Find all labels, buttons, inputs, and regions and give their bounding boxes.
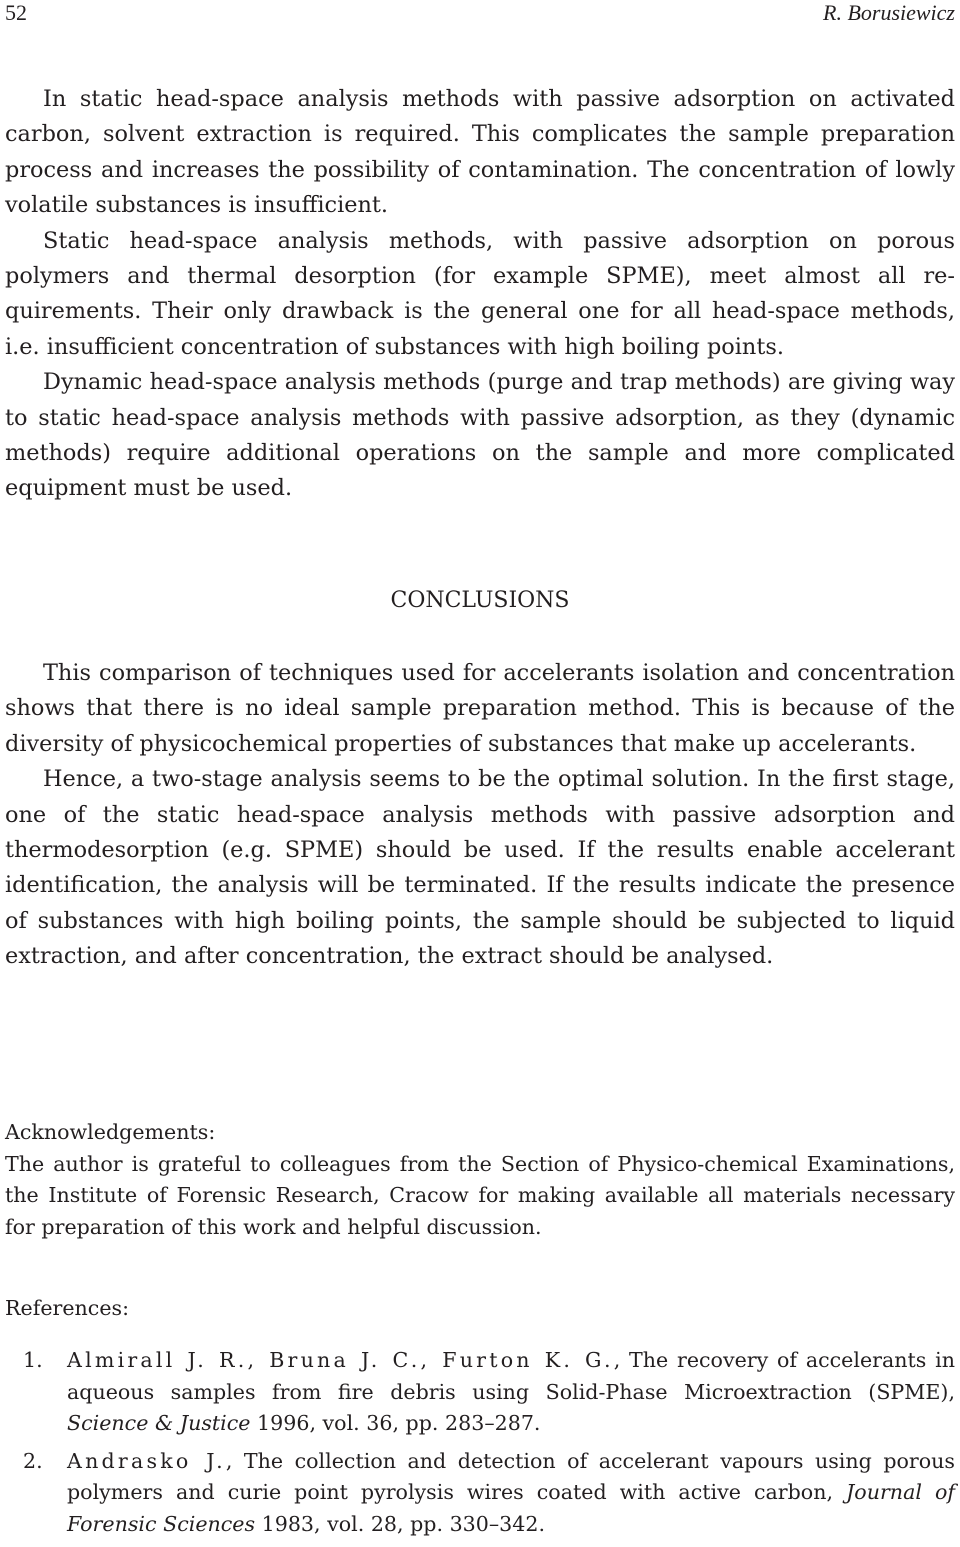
acknowledgements-text: The author is grateful to colleagues from the Section of Physico-chemical Examinations, the Institute of Forensic Research, Cracow for making available all materials necessary for preparation of this work and helpful discussion. xyxy=(5,1151,955,1239)
acknowledgements-section xyxy=(5,1117,955,1243)
reference-title: , The recovery of accelerants in aqueous samples from fire debris using Solid-Phase Microextraction (SPME), xyxy=(67,1348,955,1404)
conclusions-section xyxy=(5,656,955,975)
acknowledgements-label: Acknowledgements: xyxy=(5,1120,216,1144)
paragraph-static-porous-polymers: Static head-space analysis methods, with passive adsorption on porous polymers and thermal desorption (for example SPME), meet almost all requirements. Their only drawback is the general one for all head-space methods, i.e. insufficient concentration of substances with high boiling points. xyxy=(5,227,955,360)
reference-title: , The collection and detection of accelerant vapours using porous polymers and curie point pyrolysis wires coated with active carbon, xyxy=(67,1448,955,1505)
reference-details: 1983, vol. 28, pp. 330–342. xyxy=(255,1511,546,1536)
page-number: 52 xyxy=(5,0,27,25)
reference-authors: Andrasko J. xyxy=(67,1448,226,1473)
references-section-label xyxy=(5,1293,955,1325)
conclusions-paragraph-2: Hence, a two-stage analysis seems to be the optimal solution. In the first stage, one of the static head-space analysis methods with passive adsorption and thermodesorption (e.g. SPME) should be used. If the results enable accelerant identification, the analysis will be terminated. If the results indicate the presence of substances with high boiling points, the sample should be subjected to liquid extraction, and after concentration, the extract should be analysed. xyxy=(5,766,955,970)
reference-number: 1. xyxy=(23,1348,43,1372)
paragraph-dynamic-methods: Dynamic head-space analysis methods (purge and trap methods) are giving way to static head-space analysis methods with passive adsorption, as they (dynamic methods) require additional operations on the sample and more complicated equipment must be used. xyxy=(5,369,955,502)
paragraph-static-activated-carbon: In static head-space analysis methods with passive adsorption on activated carbon, solvent extraction is required. This complicates the sample preparation process and increases the possibility of contamination. The concentration of lowly volatile substances is insufficient. xyxy=(5,86,955,219)
reference-details: 1996, vol. 36, pp. 283–287. xyxy=(250,1411,541,1436)
reference-item xyxy=(5,1446,955,1541)
reference-authors: Almirall J. R., Bruna J. C., Furton K. G. xyxy=(67,1348,614,1372)
running-author: R. Borusiewicz xyxy=(823,0,955,25)
running-header xyxy=(5,0,955,26)
references-list xyxy=(5,1345,955,1547)
reference-journal: Journal of Forensic Sciences xyxy=(67,1480,955,1536)
references-label: References: xyxy=(5,1296,130,1320)
conclusions-heading: CONCLUSIONS xyxy=(390,588,570,613)
conclusions-paragraph-1: This comparison of techniques used for accelerants isolation and concentration shows that there is no ideal sample preparation method. This is because of the diversity of physicochemical properties of substances that make up accelerants. xyxy=(5,660,955,757)
reference-journal: Science & Justice xyxy=(67,1411,251,1436)
reference-number: 2. xyxy=(23,1448,43,1473)
reference-item xyxy=(5,1345,955,1440)
discussion-section xyxy=(5,82,955,507)
